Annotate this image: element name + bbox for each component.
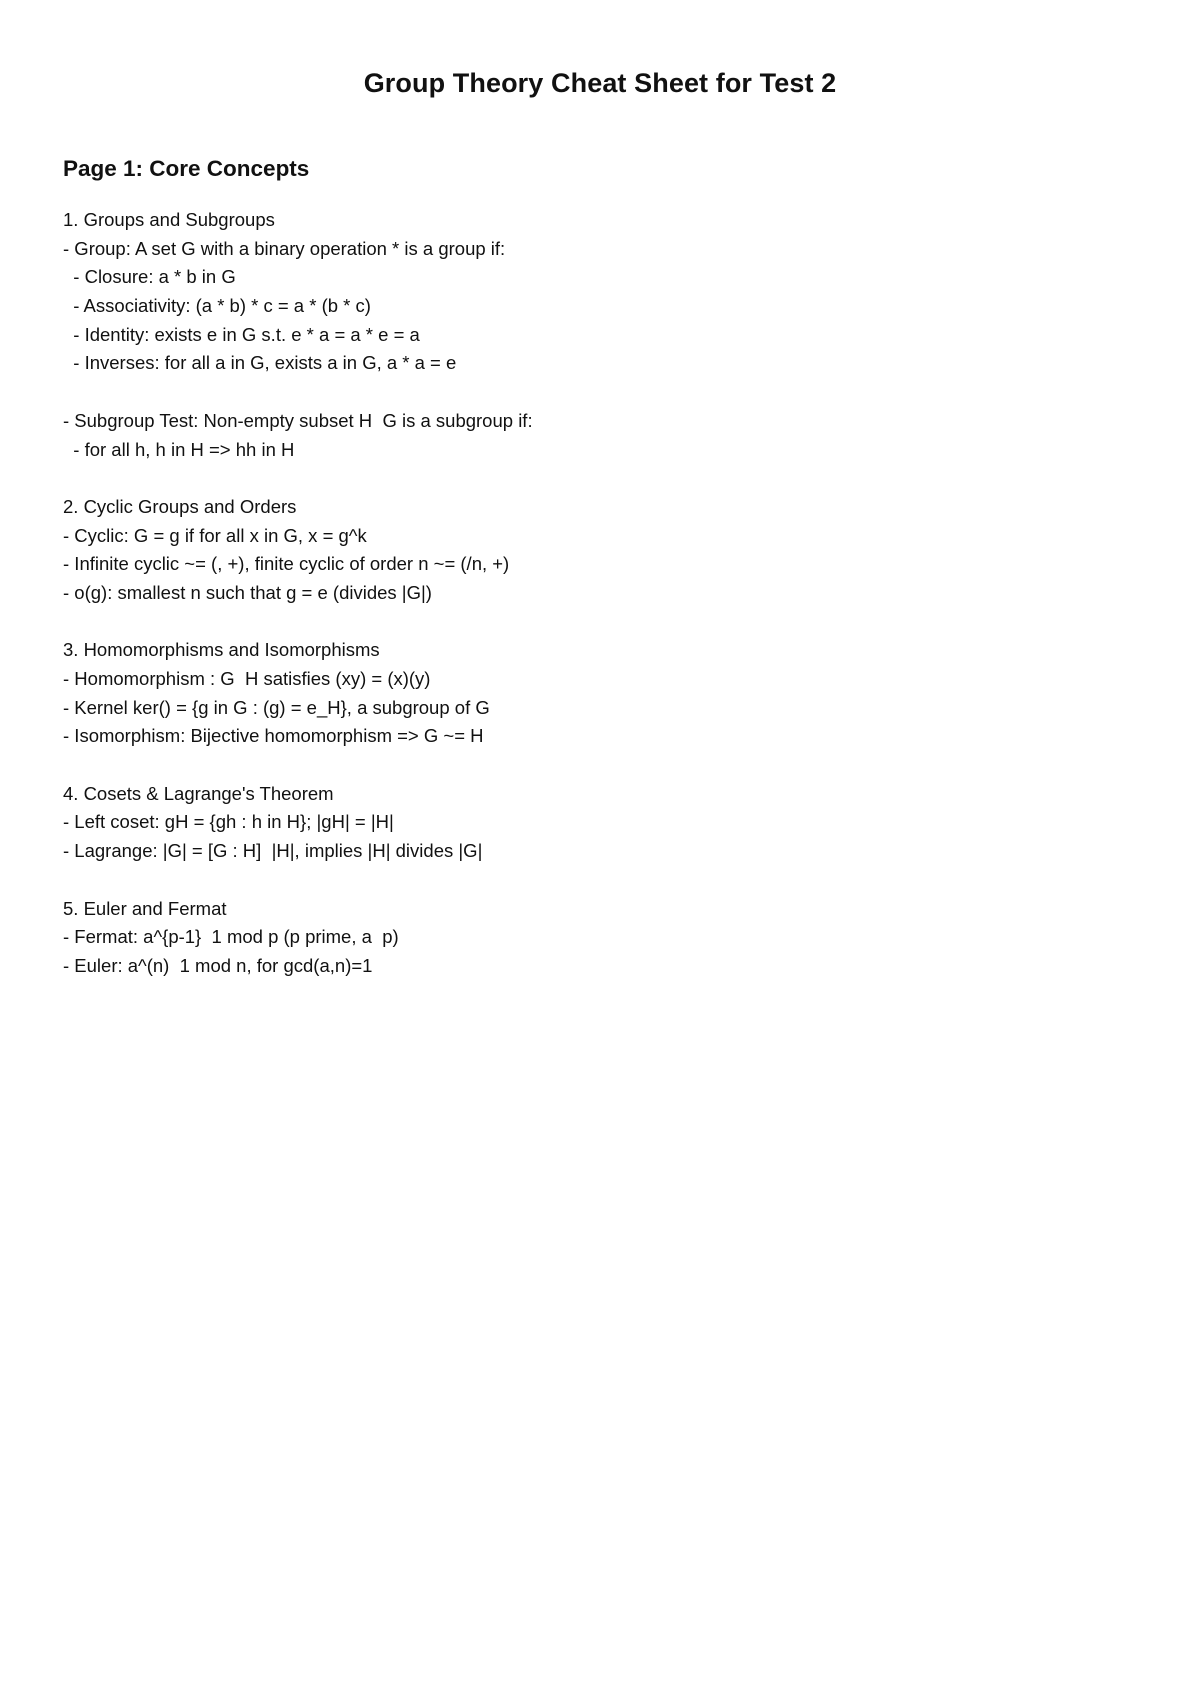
document-body [63,206,1143,981]
text-line: - Infinite cyclic ~= (, +), finite cyclic of order n ~= (/n, +) [63,553,510,575]
document-title: Group Theory Cheat Sheet for Test 2 [363,68,837,98]
text-line: - Fermat: a^{p-1} 1 mod p (p prime, a p) [63,926,399,948]
section-cosets-lagrange [63,780,1143,866]
text-line: - Kernel ker() = {g in G : (g) = e_H}, a subgroup of G [63,696,490,718]
section-heading: 2. Cyclic Groups and Orders [63,495,297,517]
blank-line [63,378,1143,407]
section-spacer [63,464,1143,493]
section-heading: 3. Homomorphisms and Isomorphisms [63,639,380,661]
section-homomorphisms [63,636,1143,751]
text-line: - Homomorphism : G H satisfies (xy) = (x)(y) [63,668,431,689]
text-line: - Inverses: for all a in G, exists a in G, a * a = e [63,352,457,374]
text-line: - Cyclic: G = g if for all x in G, x = g^k [63,524,367,546]
section-heading: 1. Groups and Subgroups [63,209,275,230]
section-heading: 5. Euler and Fermat [63,897,227,919]
text-line: - Lagrange: |G| = [G : H] |H|, implies |H| divides |G| [63,840,483,862]
text-line: - o(g): smallest n such that g = e (divides |G|) [63,581,432,603]
section-heading: 4. Cosets & Lagrange's Theorem [63,782,334,804]
page-heading: Page 1: Core Concepts [63,156,310,181]
text-line: - Identity: exists e in G s.t. e * a = a * e = a [63,323,420,345]
section-spacer [63,751,1143,780]
section-euler-fermat [63,895,1143,981]
section-spacer [63,608,1143,637]
text-line: - Closure: a * b in G [63,266,236,288]
text-line: - Associativity: (a * b) * c = a * (b * c) [63,295,371,317]
text-line: - Group: A set G with a binary operation * is a group if: [63,237,506,259]
text-line: - Subgroup Test: Non-empty subset H G is a subgroup if: [63,409,533,431]
text-line: - Euler: a^(n) 1 mod n, for gcd(a,n)=1 [63,954,373,976]
text-line: - Left coset: gH = {gh : h in H}; |gH| = |H| [63,811,394,833]
text-line: - for all h, h in H => hh in H [63,438,295,460]
section-groups-and-subgroups [63,206,1143,464]
section-spacer [63,866,1143,895]
section-cyclic-groups [63,493,1143,608]
text-line: - Isomorphism: Bijective homomorphism => G ~= H [63,725,484,747]
